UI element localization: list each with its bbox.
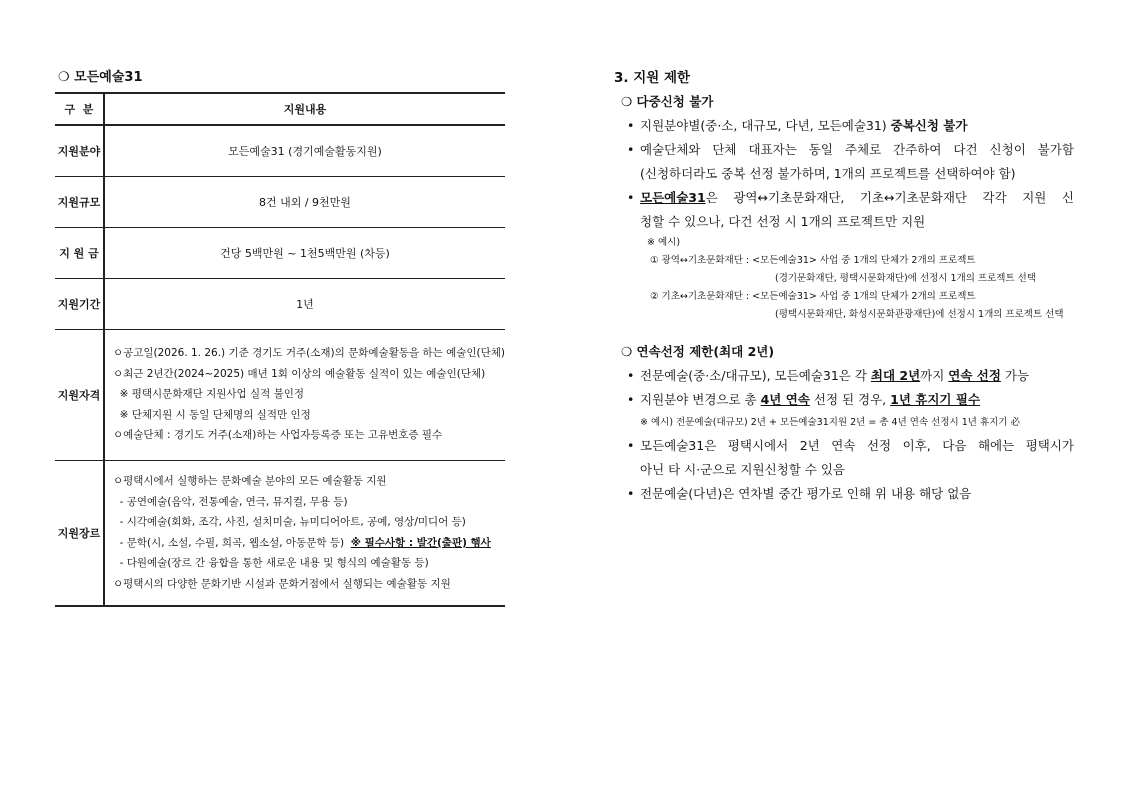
row-value-scale: 8건 내외 / 9천만원 xyxy=(104,176,505,227)
emphasis-text: 모든예술31 xyxy=(640,190,706,205)
genre-line: - 다원예술(장르 간 융합을 통한 새로운 내용 및 형식의 예술활동 등) xyxy=(112,557,429,570)
table-row xyxy=(55,176,505,227)
example-note: ※ 예시) 전문예술(대규모) 2년 + 모든예술31지원 2년 = 총 4년 연속 선정시 1년 휴지기 必 xyxy=(640,417,1020,428)
bullet-item: • 지원분야별(중·소, 대규모, 다년, 모든예술31) 중복신청 불가 xyxy=(614,114,1074,138)
section-title-all-arts31: ❍ 모든예술31 xyxy=(58,70,143,85)
right-column xyxy=(614,66,1074,506)
example-line: (평택시문화재단, 화성시문화관광재단)에 선정시 1개의 프로젝트 선택 xyxy=(775,309,1064,320)
eligibility-line: ㅇ공고일(2026. 1. 26.) 기준 경기도 거주(소재)의 문화예술활동을 하는 예술인(단체) xyxy=(112,347,505,360)
genre-line: - 공연예술(음악, 전통예술, 연극, 뮤지컬, 무용 등) xyxy=(112,495,348,508)
row-value-amount: 건당 5백만원 ~ 1천5백만원 (차등) xyxy=(104,227,505,278)
bullet-continuation: 아닌 타 시·군으로 지원신청할 수 있음 xyxy=(640,462,845,477)
genre-line: ㅇ평택시에서 실행하는 문화예술 분야의 모든 예술활동 지원 xyxy=(112,475,387,488)
emphasis-text: 중복신청 불가 xyxy=(890,118,968,133)
section-title-restrictions: 3. 지원 제한 xyxy=(614,70,691,86)
eligibility-line: ㅇ최근 2년간(2024~2025) 매년 1회 이상의 예술활동 실적이 있는 예술인(단체) xyxy=(112,367,486,380)
genre-line xyxy=(113,533,505,554)
row-label-period: 지원기간 xyxy=(55,278,104,329)
bullet-continuation: 청할 수 있으나, 다건 선정 시 1개의 프로젝트만 지원 xyxy=(640,214,926,229)
table-row xyxy=(55,329,505,460)
support-table xyxy=(55,92,505,607)
table-row xyxy=(55,125,505,176)
row-value-period: 1년 xyxy=(104,278,505,329)
row-label-eligibility: 지원자격 xyxy=(55,329,104,460)
eligibility-line: ※ 단체지원 시 동일 단체명의 실적만 인정 xyxy=(112,408,311,421)
left-column xyxy=(55,64,505,607)
subsection-title-multiple: ❍ 다중신청 불가 xyxy=(621,94,714,109)
table-row xyxy=(55,278,505,329)
row-label-amount: 지 원 금 xyxy=(55,227,104,278)
row-label-scale: 지원규모 xyxy=(55,176,104,227)
bullet-item: • 전문예술(다년)은 연차별 중간 평가로 인해 위 내용 해당 없음 xyxy=(614,482,1074,506)
row-label-genre: 지원장르 xyxy=(55,460,104,606)
eligibility-line: ㅇ예술단체 : 경기도 거주(소재)하는 사업자등록증 또는 고유번호증 필수 xyxy=(112,429,443,442)
bullet-continuation: (신청하더라도 중복 선정 불가하며, 1개의 프로젝트를 선택하여야 함) xyxy=(640,166,1016,181)
eligibility-content xyxy=(104,329,505,460)
example-title: ※ 예시) xyxy=(647,237,681,248)
eligibility-line: ※ 평택시문화재단 지원사업 실적 불인정 xyxy=(112,388,305,401)
bullet-item: • 지원분야 변경으로 총 4년 연속 선정 된 경우, 1년 휴지기 필수 xyxy=(614,388,1074,412)
genre-literature-text: - 문학(시, 소설, 수필, 희곡, 웹소설, 아동문학 등) xyxy=(112,536,351,549)
bullet-item: • 모든예술31은 평택시에서 2년 연속 선정 이후, 다음 해에는 평택시가 xyxy=(614,434,1074,458)
table-row xyxy=(55,227,505,278)
row-value-field: 모든예술31 (경기예술활동지원) xyxy=(104,125,505,176)
example-line: (경기문화재단, 평택시문화재단)에 선정시 1개의 프로젝트 선택 xyxy=(775,273,1037,284)
bullet-item: • 전문예술(중·소/대규모), 모든예술31은 각 최대 2년까지 연속 선정 가능 xyxy=(614,364,1074,388)
spacer xyxy=(614,324,1074,340)
genre-line: ㅇ평택시의 다양한 문화기반 시설과 문화거점에서 실행되는 예술활동 지원 xyxy=(112,577,451,590)
bullet-item: • 모든예술31은 광역↔기초문화재단, 기초↔기초문화재단 각각 지원 신 xyxy=(614,186,1074,210)
header-category: 구 분 xyxy=(55,93,104,125)
example-line: ① 광역↔기초문화재단 : <모든예술31> 사업 중 1개의 단체가 2개의 프로젝트 xyxy=(650,255,976,266)
subsection-title-consecutive: ❍ 연속선정 제한(최대 2년) xyxy=(621,344,775,359)
table-row xyxy=(55,460,505,606)
genre-content xyxy=(104,460,505,606)
row-label-field: 지원분야 xyxy=(55,125,104,176)
genre-line: - 시각예술(회화, 조각, 사진, 설치미술, 뉴미디어아트, 공예, 영상/미디어 등) xyxy=(112,516,466,529)
table-header-row xyxy=(55,93,505,125)
header-content: 지원내용 xyxy=(104,93,505,125)
bullet-item: • 예술단체와 단체 대표자는 동일 주체로 간주하여 다건 신청이 불가함 xyxy=(614,138,1074,162)
required-note: ※ 필수사항 : 발간(출판) 행사 xyxy=(350,536,491,549)
example-line: ② 기초↔기초문화재단 : <모든예술31> 사업 중 1개의 단체가 2개의 프로젝트 xyxy=(650,291,976,302)
